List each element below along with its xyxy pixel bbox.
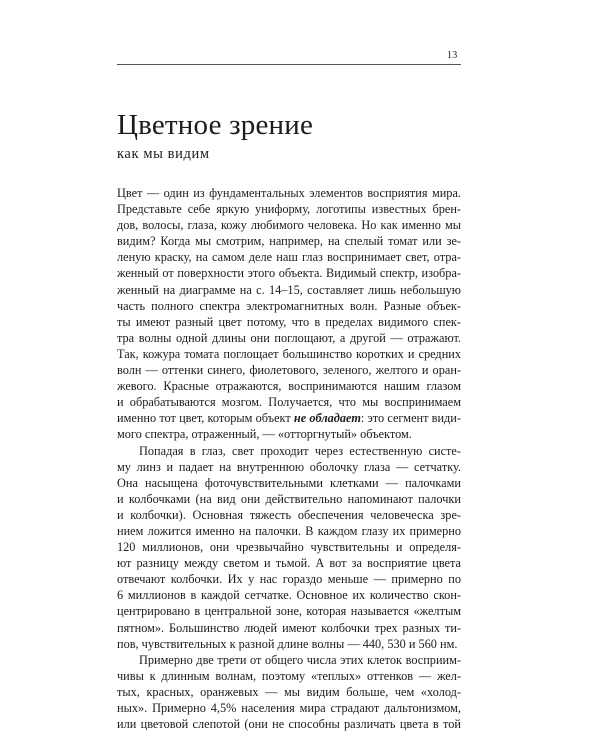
text-line: женный от поверхности этого объекта. Видимый спектр, изобра- — [117, 266, 461, 281]
text-line — [117, 410, 461, 426]
text-line: и колбочками (на вид они действительно напоминают палочки — [117, 491, 461, 506]
header-rule — [117, 64, 461, 65]
text-line: пятном». Большинство людей имеют колбочки трех разных ти- — [117, 620, 461, 635]
text-line: Попадая в глаз, свет проходит через естественную систе- — [139, 443, 461, 458]
text-line: мого спектра, отраженный, — «отторгнутый» объектом. — [117, 427, 412, 442]
text-line: и обрабатываются мозгом. Получается, что мы воспринимаем — [117, 395, 461, 410]
paragraph-2 — [117, 443, 461, 652]
text-line: центрировано в центральной зоне, которая называется «желтым — [117, 604, 461, 619]
text-line: Она насыщена фоточувствительными клетками — палочками — [117, 475, 461, 490]
page-number: 13 — [447, 50, 458, 61]
text-line: тра волны одной длины они поглощают, а другой — отражают. — [117, 330, 461, 345]
chapter-subtitle: как мы видим — [117, 146, 210, 162]
text-line: волн — оттенки синего, фиолетового, зеленого, желтого и оран- — [117, 363, 461, 378]
text-line: 6 миллионов в каждой сетчатке. Основное их количество скон- — [117, 588, 461, 603]
text-line: видим? Когда мы смотрим, например, на спелый томат или зе- — [117, 234, 461, 249]
emphasis: не обладает — [293, 411, 361, 426]
text-line: или цветовой слепотой (они не способны различать цвета в той — [117, 717, 461, 732]
text-line: тых, красных, оранжевых — мы видим больше, чем «холод- — [117, 684, 461, 699]
text-line: женный на диаграмме на с. 14–15, составляет лишь небольшую — [117, 282, 461, 297]
text-line: жевого. Красные отражаются, воспринимаются нашим глазом — [117, 379, 461, 394]
text-line: дов, волосы, глаза, кожу любимого человека. Но как именно мы — [117, 218, 461, 233]
chapter-title: Цветное зрение — [117, 109, 314, 141]
text-segment: именно тот цвет, которым объект — [117, 411, 294, 426]
paragraph-1 — [117, 185, 461, 443]
text-line: часть полного спектра электромагнитных волн. Разные объек- — [117, 298, 461, 313]
body-text — [117, 185, 461, 740]
text-line: отвечают колбочки. Их у нас гораздо меньше — примерно по — [117, 572, 461, 587]
text-line: и колбочки). Основная тяжесть обеспечения человеческа зре- — [117, 507, 461, 522]
text-line: му линз и падает на внутреннюю оболочку глаза — сетчатку. — [117, 459, 461, 474]
text-line: леную краску, на самом деле наш глаз воспринимает свет, отра- — [117, 250, 461, 265]
text-line: ты имеют разный цвет потому, что в пределах видимого спек- — [117, 314, 461, 329]
text-line: Цвет — один из фундаментальных элементов восприятия мира. — [117, 186, 461, 200]
text-segment: : это сегмент види- — [360, 411, 461, 426]
text-line: ных». Примерно 4,5% населения мира страдают дальтонизмом, — [117, 701, 461, 715]
text-line: нием ложится именно на палочки. В каждом глазу их примерно — [117, 523, 461, 538]
text-line: пов, чувствительных к разной длине волны — 440, 530 и 560 нм. — [117, 636, 458, 651]
text-line: 120 миллионов, они чрезвычайно чувствительны и определя- — [117, 540, 461, 555]
text-line: Примерно две трети от общего числа этих клеток восприим- — [139, 652, 461, 667]
text-line: Представьте себе яркую униформу, логотипы известных брен- — [117, 202, 461, 217]
text-line: чивы к длинным волнам, поэтому «теплых» оттенков — жел- — [117, 668, 461, 683]
text-line: ют разницу между светом и тьмой. А вот за восприятие цвета — [117, 556, 461, 571]
text-line: Так, кожура томата поглощает большинство коротких и средних — [117, 346, 461, 361]
paragraph-3 — [117, 652, 461, 732]
